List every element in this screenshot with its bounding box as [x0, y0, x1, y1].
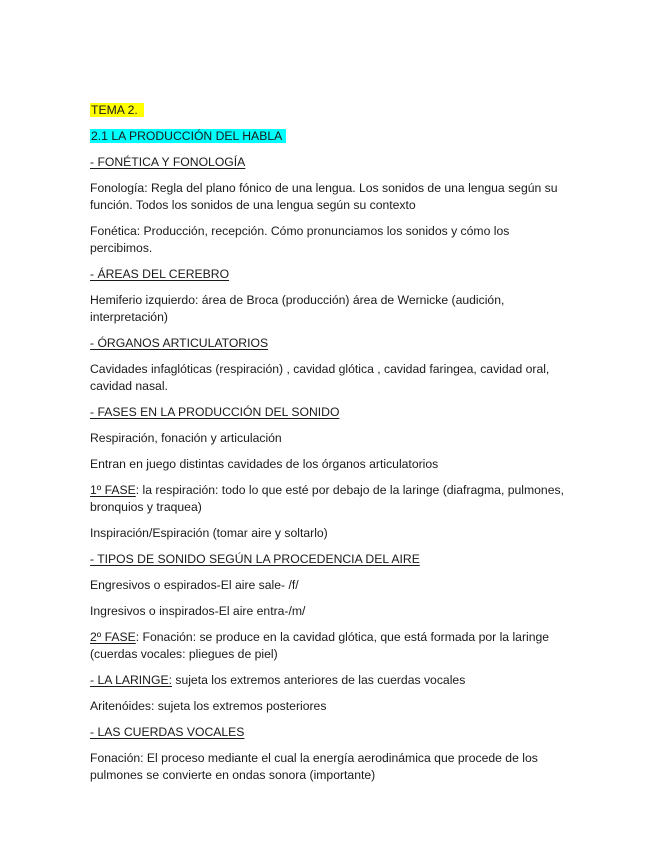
title-line: [90, 102, 570, 119]
paragraph-text: : la respiración: todo lo que esté por debajo de la laringe (diafragma, pulmones, bronquios y traquea): [90, 483, 564, 514]
heading-text: - TIPOS DE SONIDO SEGÚN LA PROCEDENCIA DEL AIRE: [90, 552, 420, 566]
paragraph-text: Fonética: Producción, recepción. Cómo pronunciamos los sonidos y cómo los percibimos.: [90, 224, 510, 255]
paragraph-lead: 1º FASE: [90, 483, 136, 497]
paragraph: [90, 180, 570, 214]
block-list: [90, 154, 570, 784]
paragraph: [90, 577, 570, 594]
section-heading: [90, 404, 570, 421]
paragraph: [90, 430, 570, 447]
document-title: TEMA 2.: [90, 103, 144, 117]
paragraph: [90, 698, 570, 715]
paragraph: [90, 603, 570, 620]
paragraph-text: Fonología: Regla del plano fónico de una lengua. Los sonidos de una lengua según su función. Todos los sonidos de una lengua según su contexto: [90, 181, 558, 212]
heading-text: - FONÉTICA Y FONOLOGÍA: [90, 155, 246, 169]
paragraph-text: Respiración, fonación y articulación: [90, 431, 282, 445]
section-title: 2.1 LA PRODUCCIÓN DEL HABLA: [90, 129, 286, 143]
heading-text: - ÁREAS DEL CEREBRO: [90, 267, 230, 281]
paragraph: [90, 223, 570, 257]
section-heading: [90, 335, 570, 352]
paragraph-text: : Fonación: se produce en la cavidad glótica, que está formada por la laringe (cuerdas vocales: pliegues de piel): [90, 630, 550, 661]
section-heading: [90, 724, 570, 741]
paragraph: [90, 525, 570, 542]
paragraph: [90, 361, 570, 395]
paragraph-text: Inspiración/Espiración (tomar aire y soltarlo): [90, 526, 328, 540]
section-heading: [90, 266, 570, 283]
paragraph: [90, 750, 570, 784]
document-body: [90, 102, 570, 793]
heading-text: - LAS CUERDAS VOCALES: [90, 725, 245, 739]
paragraph-text: Ingresivos o inspirados-El aire entra-/m/: [90, 604, 306, 618]
paragraph-text: Fonación: El proceso mediante el cual la energía aerodinámica que procede de los pulmones se convierte en ondas sonora (importante): [90, 751, 538, 782]
paragraph-lead: 2º FASE: [90, 630, 136, 644]
paragraph: [90, 672, 570, 689]
heading-text: - ÓRGANOS ARTICULATORIOS: [90, 336, 269, 350]
paragraph-text: Aritenóides: sujeta los extremos posteriores: [90, 699, 327, 713]
section-heading: [90, 551, 570, 568]
paragraph-text: sujeta los extremos anteriores de las cuerdas vocales: [171, 673, 466, 687]
paragraph: [90, 456, 570, 473]
section-line: [90, 128, 570, 145]
paragraph-text: Entran en juego distintas cavidades de los órganos articulatorios: [90, 457, 439, 471]
paragraph-lead: - LA LARINGE:: [90, 673, 172, 687]
paragraph: [90, 292, 570, 326]
paragraph-text: Hemiferio izquierdo: área de Broca (producción) área de Wernicke (audición, interpretación): [90, 293, 505, 324]
paragraph-text: Cavidades infaglóticas (respiración) , cavidad glótica , cavidad faringea, cavidad oral, cavidad nasal.: [90, 362, 550, 393]
paragraph: [90, 482, 570, 516]
heading-text: - FASES EN LA PRODUCCIÓN DEL SONIDO: [90, 405, 340, 419]
section-heading: [90, 154, 570, 171]
paragraph: [90, 629, 570, 663]
paragraph-text: Engresivos o espirados-El aire sale- /f/: [90, 578, 299, 592]
